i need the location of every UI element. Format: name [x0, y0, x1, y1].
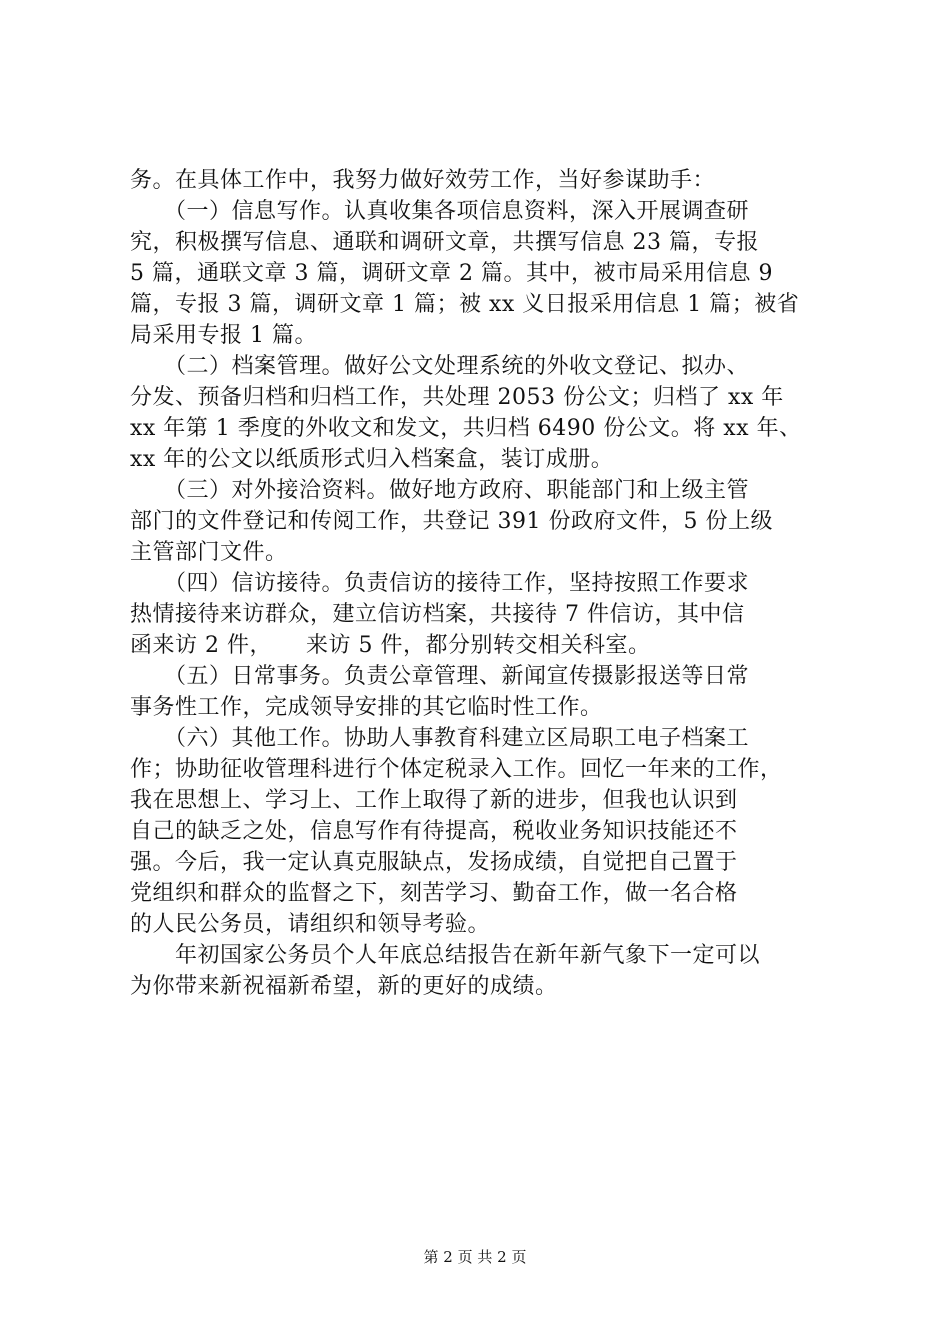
- text-line: 党组织和群众的监督之下，刻苦学习、勤奋工作，做一名合格: [130, 881, 738, 906]
- text-line: （二）档案管理。做好公文处理系统的外收文登记、拟办、: [130, 354, 750, 379]
- text-line: 热情接待来访群众，建立信访档案，共接待 7 件信访，其中信: [130, 602, 745, 627]
- text-line: 我在思想上、学习上、工作上取得了新的进步，但我也认识到: [130, 788, 738, 813]
- text-line: （一）信息写作。认真收集各项信息资料，深入开展调查研: [130, 199, 750, 224]
- text-line: 分发、预备归档和归档工作，共处理 2053 份公文；归档了 xx 年: [130, 385, 784, 410]
- text-line: 主管部门文件。: [130, 540, 288, 565]
- text-line: 的人民公务员，请组织和领导考验。: [130, 912, 491, 937]
- text-line: 强。今后，我一定认真克服缺点，发扬成绩，自觉把自己置于: [130, 850, 738, 875]
- text-line: 部门的文件登记和传阅工作，共登记 391 份政府文件，5 份上级: [130, 509, 773, 534]
- text-line: 局采用专报 1 篇。: [130, 323, 317, 348]
- text-line: 究，积极撰写信息、通联和调研文章，共撰写信息 23 篇，专报: [130, 230, 759, 255]
- text-line: 5 篇，通联文章 3 篇，调研文章 2 篇。其中，被市局采用信息 9: [130, 261, 773, 286]
- text-line: 函来访 2 件， 来访 5 件，都分别转交相关科室。: [130, 633, 651, 658]
- text-line: 自己的缺乏之处，信息写作有待提高，税收业务知识技能还不: [130, 819, 738, 844]
- body-text: [130, 165, 830, 1002]
- text-line: （五）日常事务。负责公章管理、新闻宣传摄影报送等日常: [130, 664, 750, 689]
- text-line: xx 年的公文以纸质形式归入档案盒，装订成册。: [130, 447, 614, 472]
- text-line: （三）对外接洽资料。做好地方政府、职能部门和上级主管: [130, 478, 750, 503]
- text-line: xx 年第 1 季度的外收文和发文，共归档 6490 份公文。将 xx 年、: [130, 416, 802, 441]
- text-line: 事务性工作，完成领导安排的其它临时性工作。: [130, 695, 603, 720]
- text-line: 篇，专报 3 篇，调研文章 1 篇；被 xx 义日报采用信息 1 篇；被省: [130, 292, 800, 317]
- text-line: （四）信访接待。负责信访的接待工作，坚持按照工作要求: [130, 571, 750, 596]
- page-number-footer: 第 2 页 共 2 页: [423, 1248, 527, 1266]
- text-line: 务。在具体工作中，我努力做好效劳工作，当好参谋助手：: [130, 168, 716, 193]
- text-line: （六）其他工作。协助人事教育科建立区局职工电子档案工: [130, 726, 750, 751]
- text-line: 为你带来新祝福新希望，新的更好的成绩。: [130, 974, 558, 999]
- text-line: 年初国家公务员个人年底总结报告在新年新气象下一定可以: [130, 943, 761, 968]
- text-line: 作；协助征收管理科进行个体定税录入工作。回忆一年来的工作，: [130, 757, 783, 782]
